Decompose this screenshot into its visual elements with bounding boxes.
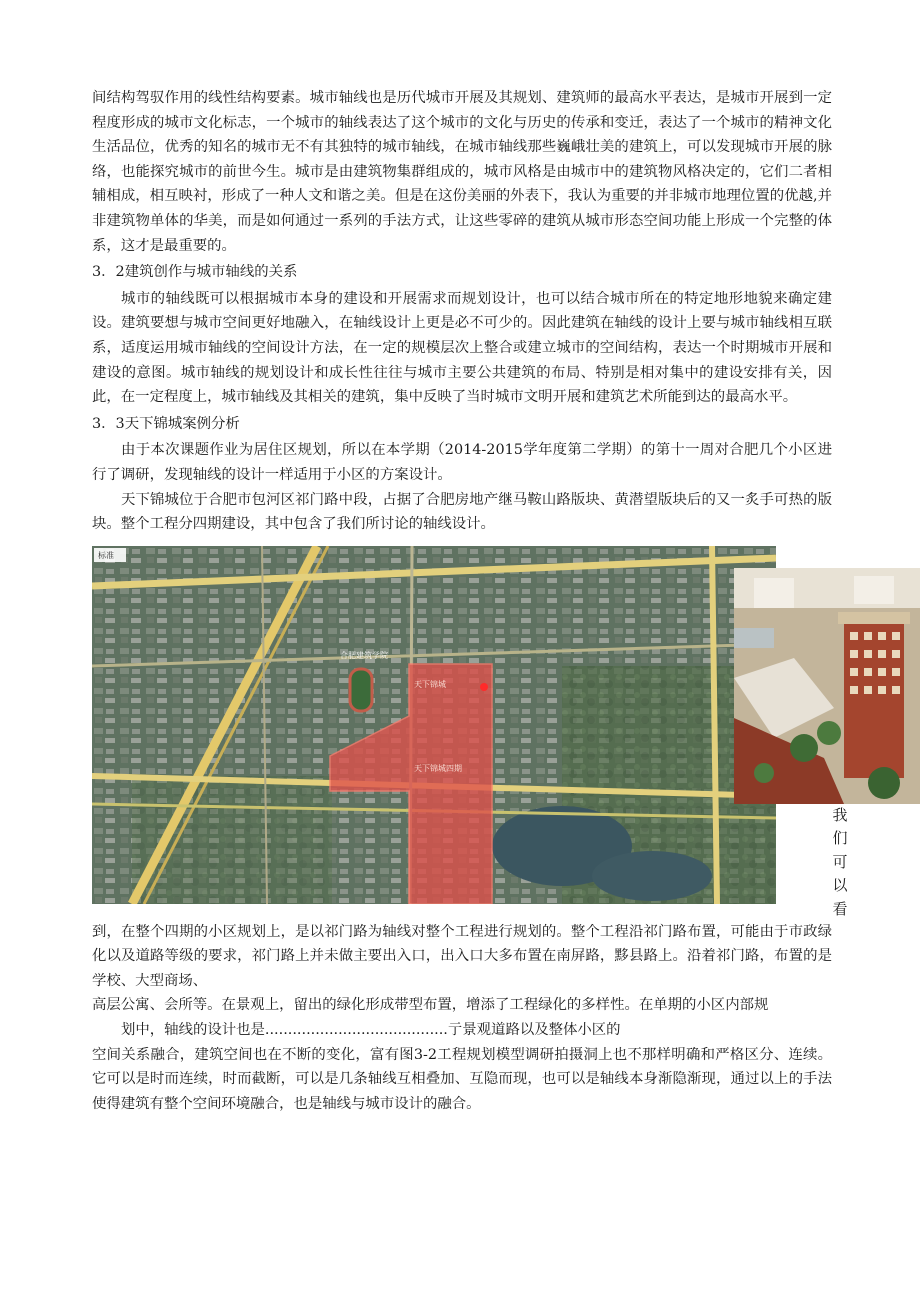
paragraph-1: 间结构驾驭作用的线性结构要素。城市轴线也是历代城市开展及其规划、建筑师的最高水平表达，是城市开展到一定程度形成的城市文化标志，一个城市的轴线表达了这个城市的文化与历史的传承和变迁，表达了一个城市的精神文化生活品位，优秀的知名的城市无不有其独特的城市轴线，在城市轴线那些巍峨壮美的建筑上，可以发现城市开展的脉络，也能探究城市的前世今生。城市是由建筑物集群组成的，城市风格是由城市中的建筑物风格决定的，它们二者相辅相成，相互映衬，形成了一种人文和谐之美。但是在这份美丽的外表下，我认为重要的并非城市地理位置的优越,并非建筑物单体的华美，而是如何通过一系列的手法方式，让这些零碎的建筑从城市形态空间功能上形成一个完整的体系，这才是最重要的。 <box>92 90 832 254</box>
vertical-char: 看 <box>832 899 848 918</box>
section-heading-3-3: 3．3天下锦城案例分析 <box>92 415 240 432</box>
paragraph-2: 城市的轴线既可以根据城市本身的建设和开展需求而规划设计，也可以结合城市所在的特定地形地貌来确定建设。建筑要想与城市空间更好地融入，在轴线设计上更是必不可少的。因此建筑在轴线的设计上要与城市轴线相互联系，适度运用城市轴线的空间设计方法，在一定的规模层次上整合或建立城市的空间结构，表达一个时期城市开展和建设的意图。城市轴线的规划设计和成长性往往与城市主要公共建筑的布局、特别是相对集中的建设安排有关，因此，在一定程度上，城市轴线及其相关的建筑，集中反映了当时城市文明开展和建筑艺术所能到达的最高水平。 <box>92 290 832 406</box>
map-site-label-1: 天下锦城 <box>414 679 446 689</box>
map-school-label: 合肥建筑学院 <box>340 650 388 660</box>
map-site-label-2: 天下锦城四期 <box>414 763 462 773</box>
satellite-map-image <box>92 546 776 904</box>
vertical-text-column <box>820 804 860 922</box>
figure-area <box>92 546 848 926</box>
paragraph-6: 高层公寓、会所等。在景观上，留出的绿化形成带型布置，增添了工程绿化的多样性。在单期的小区内部规 <box>92 997 769 1014</box>
paragraph-8: 空间关系融合，建筑空间也在不断的变化，富有图3-2工程规划模型调研拍摄洞上也不那样明确和严格区分、连续。它可以是时而连续，时而截断，可以是几条轴线互相叠加、互隐而现，也可以是轴线本身渐隐渐现，通过以上的手法使得建筑有整个空间环境融合，也是轴线与城市设计的融合。 <box>92 1046 832 1112</box>
vertical-char: 我 <box>832 805 848 824</box>
model-photo-image <box>734 568 920 804</box>
vertical-char: 可 <box>832 852 848 871</box>
section-heading-3-2: 3．2建筑创作与城市轴线的关系 <box>92 264 298 281</box>
paragraph-3: 由于本次课题作业为居住区规划，所以在本学期（2014-2015学年度第二学期）的第十一周对合肥几个小区进行了调研，发现轴线的设计一样适用于小区的方案设计。 <box>92 442 832 483</box>
vertical-char: 们 <box>832 829 848 848</box>
vertical-char: 以 <box>832 876 848 895</box>
paragraph-5: 到，在整个四期的小区规划上，是以祁门路为轴线对整个工程进行规划的。整个工程沿祁门路布置，可能由于市政绿化以及道路等级的要求，祁门路上并未做主要出入口，出入口大多布置在南屏路，黟县路上。沿着祁门路，布置的是学校、大型商场、 <box>92 923 832 989</box>
map-zoom-label: 标准 <box>98 550 114 560</box>
document-page <box>92 86 848 1116</box>
paragraph-7: 划中，轴线的设计也是........................................亍景观道路以及整体小区的 <box>121 1022 621 1039</box>
paragraph-4: 天下锦城位于合肥市包河区祁门路中段，占据了合肥房地产继马鞍山路版块、黄潜望版块后的又一炙手可热的版块。整个工程分四期建设，其中包含了我们所讨论的轴线设计。 <box>92 491 832 533</box>
